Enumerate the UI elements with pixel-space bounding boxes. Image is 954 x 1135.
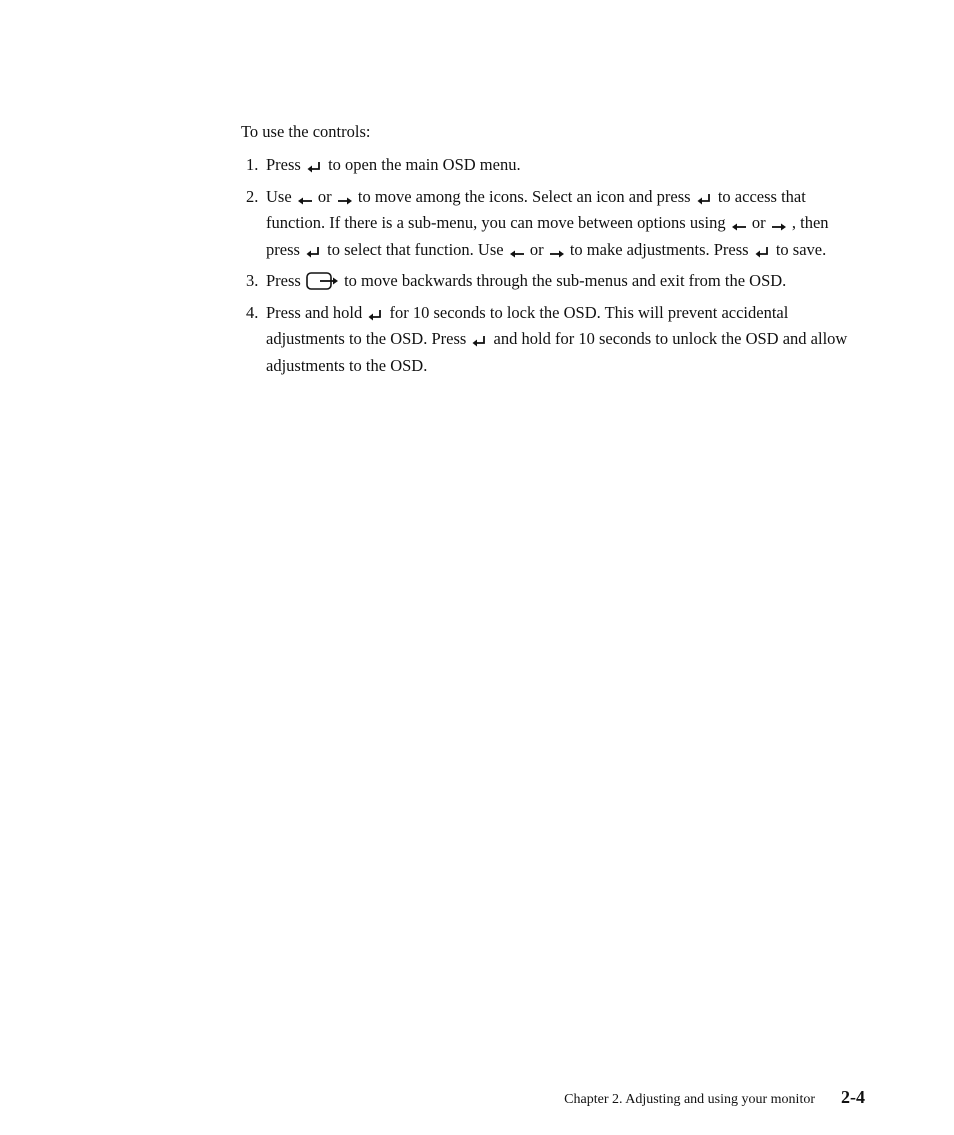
- step-text: and hold for 10 seconds to unlock the OSD and allow adjustments to the OSD.: [266, 329, 848, 375]
- step-text: to save.: [771, 239, 827, 259]
- step-text: to access that function. If there is a sub-menu, you can move between options using: [266, 186, 806, 232]
- steps-list: [241, 154, 861, 381]
- step-text: Press and hold: [266, 302, 367, 322]
- step-item: [241, 154, 861, 181]
- footer-chapter: Chapter 2. Adjusting and using your monitor: [564, 1092, 815, 1107]
- step-text: for 10 seconds to lock the OSD. This will prevent accidental adjustments to the OSD. Press: [266, 302, 789, 348]
- page-number: 2-4: [841, 1087, 865, 1107]
- enter-icon: [471, 333, 488, 355]
- step-text: or: [313, 186, 336, 206]
- step-text: Press: [266, 271, 305, 290]
- step-text: to make adjustments. Press: [565, 239, 753, 259]
- step-number: 2.: [246, 186, 259, 206]
- exit-icon: [306, 271, 339, 297]
- enter-icon: [306, 159, 323, 181]
- step-text: or: [525, 239, 548, 259]
- enter-icon: [696, 191, 713, 213]
- step-number: 3.: [246, 271, 259, 290]
- left-arrow-icon: [731, 217, 747, 239]
- left-arrow-icon: [509, 244, 525, 266]
- step-item: [241, 302, 861, 377]
- step-text: to select that function. Use: [323, 239, 508, 259]
- step-number: 4.: [246, 302, 259, 322]
- enter-icon: [305, 244, 322, 266]
- step-text: , then press: [266, 213, 829, 259]
- step-text: to move among the icons. Select an icon and press: [353, 186, 695, 206]
- enter-icon: [754, 244, 771, 266]
- step-text: Use: [266, 186, 296, 206]
- right-arrow-icon: [549, 244, 565, 266]
- enter-icon: [367, 307, 384, 329]
- step-text: to open the main OSD menu.: [323, 155, 521, 174]
- intro-text: To use the controls:: [241, 122, 371, 141]
- right-arrow-icon: [337, 191, 353, 213]
- step-text: Press: [266, 155, 305, 174]
- step-text: or: [747, 213, 770, 232]
- step-number: 1.: [246, 155, 259, 174]
- right-arrow-icon: [771, 217, 787, 239]
- step-text: to move backwards through the sub-menus and exit from the OSD.: [339, 271, 787, 290]
- page-footer: [0, 1087, 865, 1108]
- step-item: [241, 270, 861, 297]
- step-item: [241, 186, 861, 266]
- left-arrow-icon: [297, 191, 313, 213]
